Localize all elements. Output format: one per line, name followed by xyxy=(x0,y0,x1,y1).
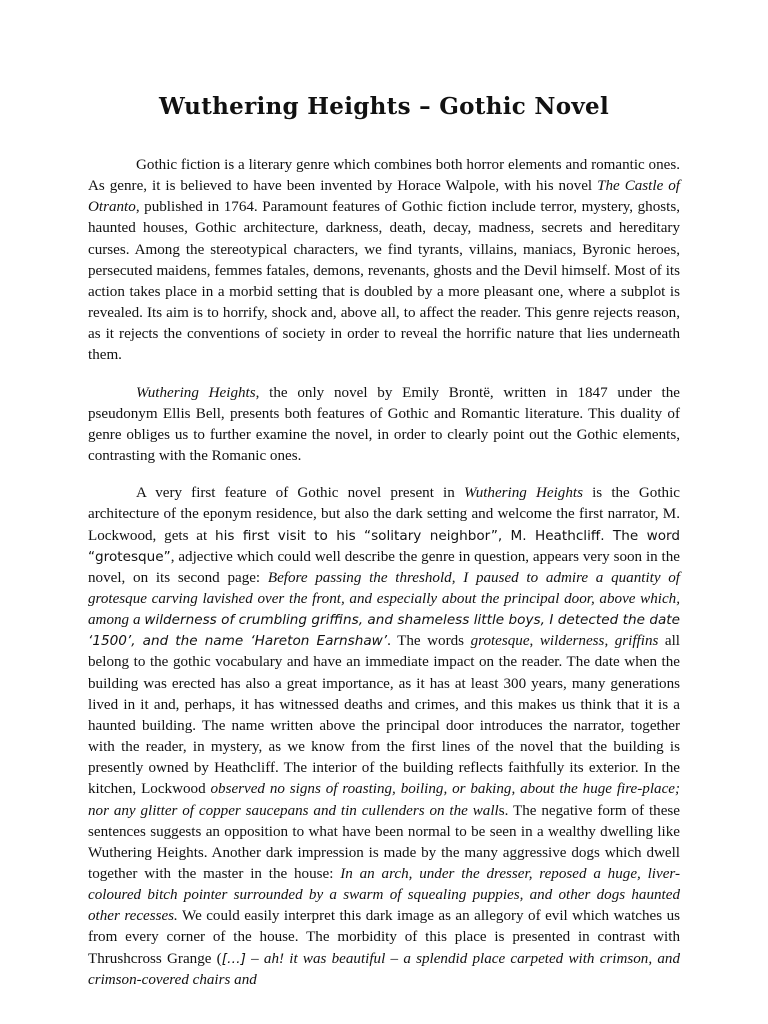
p2-novel-title: Wuthering Heights xyxy=(136,384,256,401)
p3-text-c: is the Gothic architecture of the eponym residence, but also the dark setting and welcome the first narrator, M. Lockwood, gets at xyxy=(88,485,680,544)
p3-text-l: , xyxy=(604,633,615,650)
p2-text-b: , the only novel by Emily Brontë, written in 1847 under the pseudonym Ellis Bell, presents both features of Gothic and Romantic literature. This duality of genre obliges us to further examine the novel, in order to clearly point out the Gothic elements, contrasting with the Romanic ones. xyxy=(88,384,680,465)
p3-text-d: his first visit to his “solitary neighbor”, M. Heathcliff. The word “grotesque” xyxy=(88,527,680,565)
p3-word-wilderness: wilderness xyxy=(539,633,605,650)
p3-text-a: A very first feature of Gothic novel present in xyxy=(136,485,464,502)
paragraph-1 xyxy=(88,155,680,367)
p3-word-grotesque: grotesque xyxy=(470,633,530,650)
paragraph-2 xyxy=(88,383,680,468)
p3-text-r: We could easily interpret this dark image as an allegory of evil which watches us from every corner of the house. The morbidity of this place is presented in contrast with Thrushcross Grange ( xyxy=(88,908,681,967)
paragraph-3 xyxy=(88,483,680,991)
p3-text-n: all belong to the gothic vocabulary and have an immediate impact on the reader. The date when the building was erected has also a great importance, as it has at least 300 years, many generations lived in it and, perhaps, it has witnessed deaths and crimes, and this makes us think that it is a haunted building. The name written above the principal door introduces the narrator, together with the reader, in mystery, as we know from the first lines of the novel that the building is presently owned by Heathcliff. The interior of the building reflects faithfully its exterior. In the kitchen, Lockwood xyxy=(88,633,680,798)
p3-text-p: s. The negative form of these sentences suggests an opposition to what have been normal to be seen in a wealthy dwelling like Wuthering Heights. Another dark impression is made by the many aggressive dogs which dwell together with the master in the house: xyxy=(88,802,680,882)
p3-quote-2: wilderness of crumbling griffins, and shameless little boys, I detected the date ‘1500’, and the name ‘Hareton Earnshaw’ xyxy=(88,612,680,650)
p3-quote-kitchen: observed no signs of roasting, boiling, or baking, about the huge fire-place; nor any glitter of copper saucepans and tin cullenders on the wall xyxy=(88,781,680,819)
p3-text-j: , xyxy=(529,633,540,650)
p3-quote-1: Before passing the threshold, I paused to admire a quantity of grotesque carving lavished over the front, and especially about the principal door, above which, among a xyxy=(88,569,680,629)
p3-ellipsis: […] xyxy=(221,950,246,967)
p3-text-e: , adjective which could well describe the genre in question, appears very soon in the novel, on its second page: xyxy=(88,548,680,586)
p3-text-h: . The words xyxy=(387,633,471,650)
document-page xyxy=(88,92,680,1007)
p1-text-a: Gothic fiction is a literary genre which combines both horror elements and romantic ones. As genre, it is believed to have been invented by Horace Walpole, with his novel xyxy=(88,157,680,195)
p3-word-griffins: griffins xyxy=(614,633,659,650)
p3-quote-dogs: In an arch, under the dresser, reposed a huge, liver-coloured bitch pointer surrounded by a swarm of squealing puppies, and other dogs haunted other recesses. xyxy=(88,866,680,925)
p1-novel-title: The Castle of Otranto xyxy=(88,178,680,216)
p3-quote-grange: – ah! it was beautiful – a splendid place carpeted with crimson, and crimson-covered chairs and xyxy=(88,950,680,988)
p1-text-c: , published in 1764. Paramount features of Gothic fiction include terror, mystery, ghosts, haunted houses, Gothic architecture, darkness, death, decay, madness, secrets and hereditary curses. Among the stereotypical characters, we find tyrants, villains, maniacs, Byronic heroes, persecuted maidens, femmes fatales, demons, revenants, ghosts and the Devil himself. Most of its action takes place in a morbid setting that is doubled by a more pleasant one, where a subplot is revealed. Its aim is to horrify, shock and, above all, to affect the reader. This genre rejects reason, as it rejects the conventions of society in order to reveal the horrific nature that lies underneath them. xyxy=(88,199,680,364)
page-title: Wuthering Heights – Gothic Novel xyxy=(158,93,610,120)
p3-novel-title: Wuthering Heights xyxy=(463,485,583,502)
